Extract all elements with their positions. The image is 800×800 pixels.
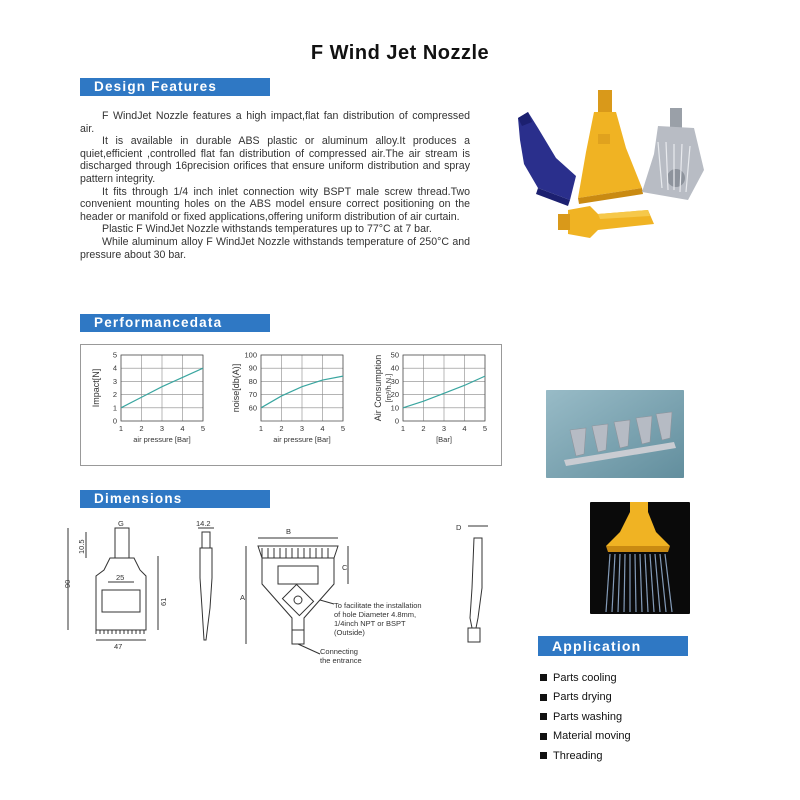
thin-side-view-drawing (468, 526, 488, 642)
chart-x-tick-label: 4 (462, 424, 467, 433)
dim-90-label: 90 (63, 579, 72, 588)
chart-x-tick-label: 1 (400, 424, 406, 433)
chart-x-tick-label: 2 (279, 424, 284, 433)
chart-x-tick-label: 2 (421, 424, 426, 433)
side-view-drawing (198, 528, 214, 640)
chart-x-axis-label: air pressure [Bar] (273, 435, 331, 444)
chart-x-tick-label: 3 (299, 424, 305, 433)
section-header-performance: Performancedata (80, 314, 270, 332)
dim-c-label: C (342, 563, 348, 572)
chart-y-tick-label: 5 (112, 350, 117, 360)
connecting-note-line: Connecting (320, 647, 358, 656)
section-header-dimensions: Dimensions (80, 490, 270, 508)
chart-y-tick-label: 10 (390, 403, 399, 413)
dim-61-label: 61 (159, 597, 168, 606)
page-title: F Wind Jet Nozzle (310, 42, 490, 64)
chart-y-axis-label: noise[db(A)] (231, 363, 241, 413)
chart-x-tick-label: 1 (258, 424, 264, 433)
list-item: Parts drying (540, 688, 700, 708)
nozzle-product-image (498, 88, 710, 250)
chart-y-tick-label: 3 (112, 376, 117, 386)
dim-d-label: D (456, 523, 462, 532)
list-item: Threading (540, 746, 700, 766)
dim-10-5-label: 10.5 (77, 539, 86, 554)
dim-g-label: G (118, 519, 124, 528)
bullet-square-icon (540, 674, 547, 681)
chart-x-axis-label: [Bar] (436, 435, 452, 444)
chart-y-tick-label: 4 (112, 363, 117, 373)
list-item: Parts washing (540, 707, 700, 727)
bullet-square-icon (540, 733, 547, 740)
bullet-square-icon (540, 694, 547, 701)
chart-y-tick-label: 80 (248, 376, 257, 386)
install-note-line: 1/4inch NPT or BSPT (334, 619, 406, 628)
navy-nozzle-image (518, 112, 576, 206)
chart-y-tick-label: 20 (390, 390, 399, 400)
install-note-line: (Outside) (334, 628, 365, 637)
dim-47-label: 47 (114, 642, 123, 651)
air-curtain-photo (590, 502, 690, 614)
main-view-drawing (246, 538, 348, 654)
chart-y-axis-label: Impact[N] (91, 368, 101, 408)
install-note-line: of hole Diameter 4.8mm, (334, 610, 417, 619)
list-item: Material moving (540, 727, 700, 747)
section-header-design: Design Features (80, 78, 270, 96)
chart-y-tick-label: 30 (390, 376, 399, 386)
chart-x-axis-label: air pressure [Bar] (133, 435, 191, 444)
chart-x-tick-label: 3 (441, 424, 447, 433)
connecting-note-line: the entrance (320, 656, 362, 665)
performance-chart-box (80, 344, 502, 466)
performance-charts (81, 345, 501, 465)
chart-x-tick-label: 5 (340, 424, 346, 433)
bullet-square-icon (540, 713, 547, 720)
chart-x-tick-label: 4 (320, 424, 325, 433)
dim-14-2-label: 14.2 (196, 519, 211, 528)
install-note-line: To facilitate the installation (334, 601, 422, 610)
chart-y-tick-label: 90 (248, 363, 257, 373)
list-item: Parts cooling (540, 668, 700, 688)
design-paragraph: It is available in durable ABS plastic or aluminum alloy.It produces a quiet,efficient ,controlled flat fan distribution of compressed air.The air stream is discharged through 16precision orifices that ensure uniform distribution and spray pattern integrity. (80, 135, 470, 185)
chart-x-tick-label: 2 (139, 424, 144, 433)
design-text (80, 110, 470, 261)
design-paragraph: While aluminum alloy F WindJet Nozzle withstands temperature of 250°C and pressure about 30 bar. (80, 235, 470, 261)
chart-y-tick-label: 0 (394, 416, 399, 426)
chart-x-tick-label: 5 (482, 424, 488, 433)
yellow-nozzle-image (578, 90, 643, 204)
chart-x-tick-label: 4 (180, 424, 185, 433)
design-paragraph: It fits through 1/4 inch inlet connection wity BSPT male screw thread.Two convenient mounting holes on the ABS model ensure correct positioning on the header or manifold or fixed applications,offering uniform distribution of air curtain. (80, 185, 470, 223)
aluminum-nozzle-image (642, 108, 704, 200)
chart-x-tick-label: 3 (159, 424, 165, 433)
manifold-photo (546, 390, 684, 478)
chart-y-tick-label: 2 (112, 390, 117, 400)
chart-x-tick-label: 1 (118, 424, 124, 433)
dim-a-label: A (240, 593, 246, 602)
chart-y-tick-label: 0 (112, 416, 117, 426)
chart-y-tick-label: 100 (244, 350, 257, 360)
dim-b-label: B (286, 527, 292, 536)
chart-y-tick-label: 1 (112, 403, 117, 413)
application-list (540, 668, 700, 766)
dim-25-label: 25 (116, 573, 125, 582)
design-paragraph: F WindJet Nozzle features a high impact,flat fan distribution of compressed air. (80, 110, 470, 135)
design-paragraph: Plastic F WindJet Nozzle withstands temperatures up to 77°C at 7 bar. (102, 223, 432, 236)
chart-y-tick-label: 70 (248, 390, 257, 400)
chart-x-tick-label: 5 (200, 424, 206, 433)
chart-y-axis-label: Air Consumption (373, 354, 383, 422)
chart-y-tick-label: 60 (248, 403, 257, 413)
small-yellow-nozzle-image (558, 206, 654, 238)
dimension-drawings (58, 518, 498, 678)
chart-y-tick-label: 50 (390, 350, 399, 360)
chart-y-tick-label: 40 (390, 363, 399, 373)
chart-y-axis-unit: [m³/h.N.] (384, 373, 393, 403)
section-header-application: Application (538, 636, 688, 656)
bullet-square-icon (540, 752, 547, 759)
